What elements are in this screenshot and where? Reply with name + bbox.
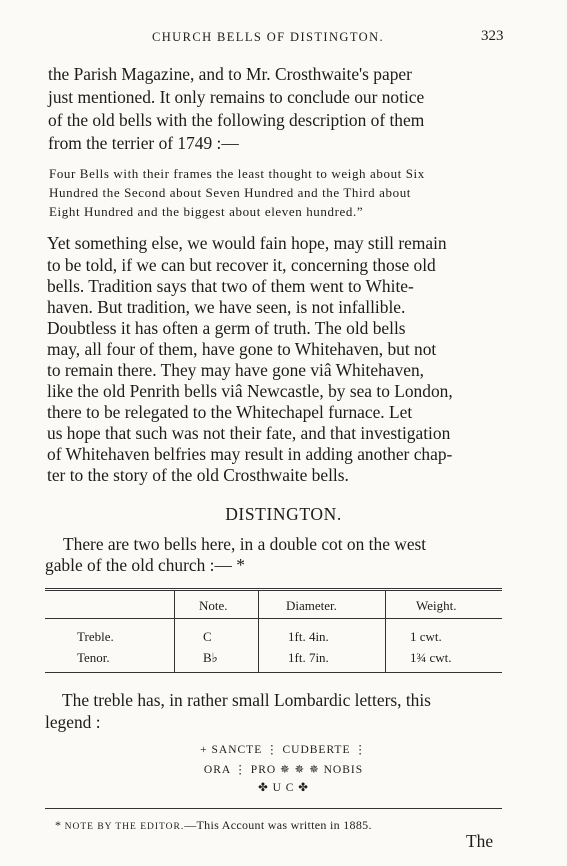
text-line: There are two bells here, in a double cot on the west (63, 534, 427, 554)
table-top-rule-double (45, 590, 502, 591)
text-line: to be told, if we can but recover it, concerning those old (47, 255, 436, 275)
quote-line: Eight Hundred and the biggest about eleven hundred.” (49, 204, 364, 219)
text-line: haven. But tradition, we have seen, is not infallible. (47, 297, 406, 317)
quote-line: Hundred the Second about Seven Hundred and the Third about (49, 185, 412, 200)
inscription-line: + SANCTE ⋮ CUDBERTE ⋮ (200, 744, 367, 756)
column-header-weight: Weight. (416, 598, 457, 613)
quote-line: Four Bells with their frames the least thought to weigh about Six (49, 166, 425, 181)
table-column-divider (258, 591, 259, 672)
text-line: there to be relegated to the Whitechapel furnace. Let (47, 402, 413, 422)
column-header-note: Note. (199, 598, 228, 613)
footnote (55, 818, 372, 833)
text-line: from the terrier of 1749 :— (48, 133, 239, 153)
bell-name: Treble. (77, 629, 114, 644)
table-top-rule (45, 588, 502, 589)
bell-diameter: 1ft. 4in. (288, 629, 329, 644)
footnote-label: NOTE BY THE EDITOR. (64, 822, 185, 832)
bell-weight: 1 cwt. (410, 629, 442, 644)
footnote-rule (45, 808, 502, 809)
text-line: ter to the story of the old Crosthwaite bells. (47, 465, 349, 485)
text-line: of the old bells with the following description of them (48, 110, 425, 130)
inscription-line: ORA ⋮ PRO ✵ ✵ ✵ NOBIS (203, 764, 364, 776)
text-line: just mentioned. It only remains to conclude our notice (48, 87, 425, 107)
text-line: Doubtless it has often a germ of truth. The old bells (47, 318, 406, 338)
inscription-line: ✤ U C ✤ (258, 782, 309, 794)
bell-name: Tenor. (77, 650, 110, 665)
text-line: to remain there. They may have gone viâ Whitehaven, (47, 360, 424, 380)
text-line: Yet something else, we would fain hope, may still remain (47, 233, 447, 253)
text-line: like the old Penrith bells viâ Newcastle, by sea to London, (47, 381, 453, 401)
page-number: 323 (481, 28, 504, 44)
bell-weight: 1¾ cwt. (410, 650, 452, 665)
bell-diameter: 1ft. 7in. (288, 650, 329, 665)
table-bottom-rule (45, 672, 502, 673)
text-line: bells. Tradition says that two of them went to White- (47, 276, 414, 296)
table-column-divider (385, 591, 386, 672)
catchword: The (466, 831, 494, 851)
running-header: CHURCH BELLS OF DISTINGTON. (152, 30, 385, 44)
table-header-rule (45, 618, 502, 619)
text-line: the Parish Magazine, and to Mr. Crosthwaite's paper (48, 64, 412, 84)
table-column-divider (174, 591, 175, 672)
text-line: of Whitehaven belfries may result in adding another chap- (47, 444, 453, 464)
text-line: gable of the old church :— * (45, 555, 245, 575)
footnote-text: —This Account was written in 1885. (184, 818, 372, 832)
bell-note: B♭ (203, 650, 218, 665)
text-line: The treble has, in rather small Lombardic letters, this (62, 690, 431, 710)
column-header-diameter: Diameter. (286, 598, 337, 613)
text-line: legend : (45, 712, 101, 732)
bell-note: C (203, 629, 212, 644)
text-line: us hope that such was not their fate, and that investigation (47, 423, 451, 443)
footnote-marker: * (55, 818, 62, 832)
section-heading: DISTINGTON. (225, 504, 342, 524)
text-line: may, all four of them, have gone to Whitehaven, but not (47, 339, 437, 359)
